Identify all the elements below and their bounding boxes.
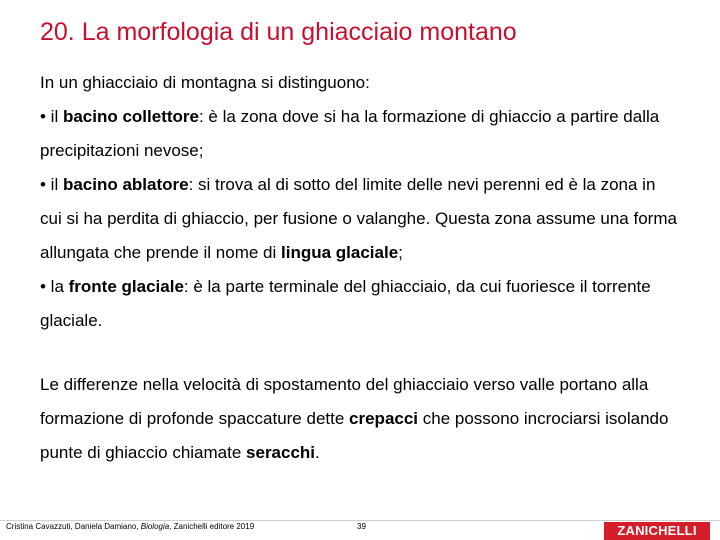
paragraph-spacer <box>40 338 680 368</box>
list-item-bacino-collettore <box>40 100 680 168</box>
footer-authors: Cristina Cavazzuti, Daniela Damiano, <box>6 522 141 531</box>
zanichelli-logo: ZANICHELLI <box>604 522 710 540</box>
footer-publisher: , Zanichelli editore 2019 <box>169 522 255 531</box>
definition-text-end: ; <box>398 243 403 262</box>
term-bacino-ablatore: bacino ablatore <box>62 175 189 194</box>
definition-text: : si trova al di sotto del limite delle nevi perenni ed è la zona in cui si ha perdita di ghiaccio, per fusione o valanghe. Questa zona assume una forma allungata che prende il nome di <box>40 175 677 262</box>
definition-text: : è la zona dove si ha la formazione di ghiaccio a partire dalla precipitazioni nevose; <box>40 107 660 160</box>
slide-title: 20. La morfologia di un ghiacciaio montano <box>40 18 517 46</box>
paragraph-text-end: . <box>315 443 320 462</box>
footer-divider <box>0 520 720 521</box>
slide-body <box>40 66 680 470</box>
paragraph-text: Le differenze nella velocità di spostamento del ghiacciaio verso valle portano alla formazione di profonde spaccature dette <box>40 375 649 428</box>
footer-credits <box>6 522 254 531</box>
intro-text: In un ghiacciaio di montagna si distinguono: <box>40 73 370 92</box>
definition-text: : è la parte terminale del ghiacciaio, da cui fuoriesce il torrente glaciale. <box>40 277 651 330</box>
footer-book-title: Biologia <box>140 522 170 531</box>
paragraph-text: che possono incrociarsi isolando punte di ghiaccio chiamate <box>40 409 669 462</box>
page-number: 39 <box>357 522 366 531</box>
term-fronte-glaciale: fronte glaciale <box>68 277 184 296</box>
term-crepacci: crepacci <box>349 409 419 428</box>
list-item-bacino-ablatore <box>40 168 680 270</box>
term-lingua-glaciale: lingua glaciale <box>281 243 399 262</box>
term-seracchi: seracchi <box>246 443 316 462</box>
bullet-prefix: • la <box>40 277 69 296</box>
paragraph-crepacci <box>40 368 680 470</box>
bullet-prefix: • il <box>40 107 63 126</box>
term-bacino-collettore: bacino collettore <box>62 107 199 126</box>
list-item-fronte-glaciale <box>40 270 680 338</box>
bullet-prefix: • il <box>40 175 63 194</box>
